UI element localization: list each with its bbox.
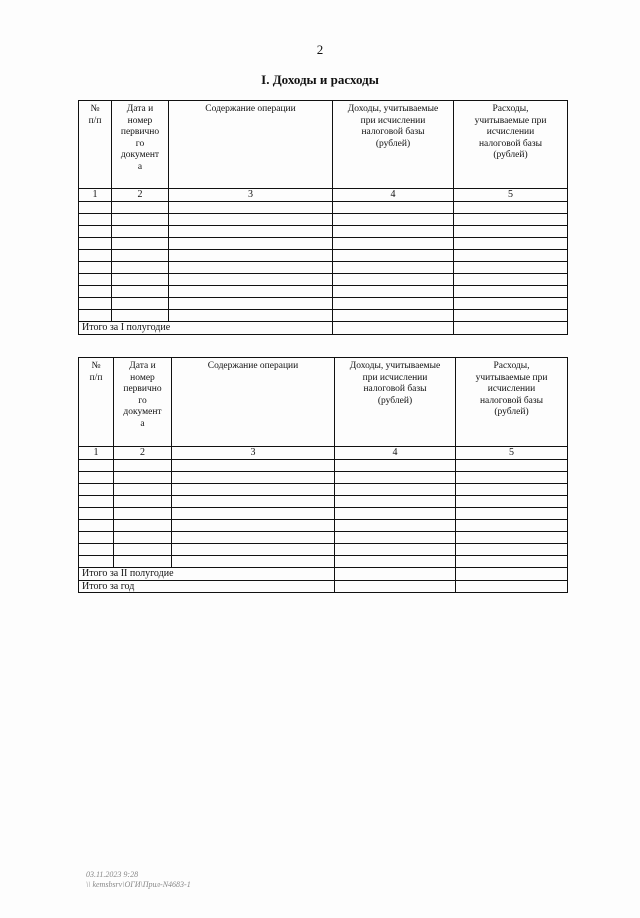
table-row xyxy=(79,520,568,532)
table-cell xyxy=(169,286,333,298)
column-number-4: 4 xyxy=(333,189,454,202)
summary-value-cell xyxy=(456,580,568,593)
table-row xyxy=(79,274,568,286)
page-number: 2 xyxy=(316,42,324,57)
print-stamp-path: \\ kemsbsrv\ОГИ\Прил-N4683-1 xyxy=(86,880,191,889)
table-row xyxy=(79,544,568,556)
table-cell xyxy=(79,544,114,556)
table-cell xyxy=(114,508,172,520)
summary-row xyxy=(79,568,568,581)
table-cell xyxy=(454,274,568,286)
table-cell xyxy=(454,298,568,310)
table-cell xyxy=(454,286,568,298)
table-row xyxy=(79,508,568,520)
table-row xyxy=(79,250,568,262)
table-cell xyxy=(335,496,456,508)
table-cell xyxy=(79,250,112,262)
table-cell xyxy=(79,262,112,274)
table-cell xyxy=(169,262,333,274)
table-cell xyxy=(335,460,456,472)
table-cell xyxy=(112,310,169,322)
table-cell xyxy=(333,238,454,250)
table-cell xyxy=(112,298,169,310)
header-income: Доходы, учитываемые при исчислении налоговой базы (рублей) xyxy=(335,358,456,447)
table-cell xyxy=(454,238,568,250)
table-row xyxy=(79,460,568,472)
table-cell xyxy=(79,274,112,286)
summary-row xyxy=(79,322,568,335)
table-cell xyxy=(169,274,333,286)
table-cell xyxy=(172,532,335,544)
table-cell xyxy=(79,214,112,226)
table-cell xyxy=(456,544,568,556)
table-cell xyxy=(79,508,114,520)
table-cell xyxy=(169,238,333,250)
table-cell xyxy=(333,274,454,286)
table-cell xyxy=(79,520,114,532)
table-cell xyxy=(114,520,172,532)
table-cell xyxy=(335,544,456,556)
income-expense-table-second-half xyxy=(78,357,568,593)
table-cell xyxy=(335,472,456,484)
table-cell xyxy=(172,508,335,520)
column-number-1: 1 xyxy=(79,447,114,460)
table-cell xyxy=(114,496,172,508)
table-cell xyxy=(169,298,333,310)
summary-label: Итого за II полугодие xyxy=(79,568,335,581)
table-row xyxy=(79,298,568,310)
table-cell xyxy=(79,460,114,472)
table-cell xyxy=(169,310,333,322)
table-cell xyxy=(333,298,454,310)
table-row xyxy=(79,532,568,544)
table-cell xyxy=(112,202,169,214)
table-cell xyxy=(114,484,172,496)
table-cell xyxy=(335,556,456,568)
summary-value-cell xyxy=(456,568,568,581)
table-cell xyxy=(456,484,568,496)
table-cell xyxy=(454,214,568,226)
table-cell xyxy=(169,250,333,262)
table-cell xyxy=(169,202,333,214)
table-cell xyxy=(335,484,456,496)
summary-label: Итого за I полугодие xyxy=(79,322,333,335)
print-stamp xyxy=(86,870,191,890)
table-row xyxy=(79,484,568,496)
header-operation: Содержание операции xyxy=(172,358,335,447)
table-cell xyxy=(114,460,172,472)
table-cell xyxy=(112,214,169,226)
column-number-5: 5 xyxy=(456,447,568,460)
table-cell xyxy=(333,250,454,262)
header-number: № п/п xyxy=(79,101,112,189)
table-cell xyxy=(172,556,335,568)
table-row xyxy=(79,238,568,250)
table-cell xyxy=(172,520,335,532)
section-title: I. Доходы и расходы xyxy=(261,72,379,87)
table-cell xyxy=(172,484,335,496)
table-cell xyxy=(333,262,454,274)
table-cell xyxy=(454,202,568,214)
column-number-2: 2 xyxy=(114,447,172,460)
table-cell xyxy=(112,286,169,298)
table-cell xyxy=(454,226,568,238)
table-cell xyxy=(456,508,568,520)
income-expense-table-first-half xyxy=(78,100,568,335)
table-cell xyxy=(333,202,454,214)
summary-value-cell xyxy=(335,580,456,593)
table-cell xyxy=(172,544,335,556)
table-cell xyxy=(333,310,454,322)
column-number-4: 4 xyxy=(335,447,456,460)
table-cell xyxy=(456,496,568,508)
table-cell xyxy=(454,262,568,274)
table-cell xyxy=(169,214,333,226)
column-number-2: 2 xyxy=(112,189,169,202)
header-date-document: Дата и номер первично го документ а xyxy=(114,358,172,447)
table-cell xyxy=(79,202,112,214)
table-cell xyxy=(114,472,172,484)
summary-label: Итого за год xyxy=(79,580,335,593)
table-cell xyxy=(79,310,112,322)
table-cell xyxy=(79,298,112,310)
table-row xyxy=(79,310,568,322)
summary-value-cell xyxy=(333,322,454,335)
table-cell xyxy=(172,496,335,508)
table-cell xyxy=(112,274,169,286)
header-expenses: Расходы, учитываемые при исчислении налоговой базы (рублей) xyxy=(454,101,568,189)
table-cell xyxy=(456,520,568,532)
summary-value-cell xyxy=(454,322,568,335)
table-cell xyxy=(114,556,172,568)
table-row xyxy=(79,556,568,568)
table-row xyxy=(79,262,568,274)
table-cell xyxy=(79,238,112,250)
header-income: Доходы, учитываемые при исчислении налоговой базы (рублей) xyxy=(333,101,454,189)
column-number-5: 5 xyxy=(454,189,568,202)
table-cell xyxy=(112,226,169,238)
table-cell xyxy=(169,226,333,238)
table-row xyxy=(79,202,568,214)
table-cell xyxy=(456,460,568,472)
table-row xyxy=(79,472,568,484)
table-cell xyxy=(335,520,456,532)
table-cell xyxy=(172,472,335,484)
table-cell xyxy=(79,484,114,496)
table-cell xyxy=(335,508,456,520)
table-cell xyxy=(112,250,169,262)
table-cell xyxy=(114,532,172,544)
table-cell xyxy=(79,496,114,508)
header-date-document: Дата и номер первично го документ а xyxy=(112,101,169,189)
column-number-3: 3 xyxy=(172,447,335,460)
table-cell xyxy=(333,226,454,238)
table-cell xyxy=(456,532,568,544)
table-cell xyxy=(454,310,568,322)
table-row xyxy=(79,496,568,508)
table-cell xyxy=(454,250,568,262)
table-cell xyxy=(112,238,169,250)
table-row xyxy=(79,226,568,238)
header-number: № п/п xyxy=(79,358,114,447)
table-cell xyxy=(335,532,456,544)
table-cell xyxy=(456,472,568,484)
table-cell xyxy=(333,286,454,298)
table-row xyxy=(79,214,568,226)
table-cell xyxy=(172,460,335,472)
table-row xyxy=(79,286,568,298)
table-cell xyxy=(456,556,568,568)
column-number-1: 1 xyxy=(79,189,112,202)
summary-value-cell xyxy=(335,568,456,581)
summary-row xyxy=(79,580,568,593)
table-cell xyxy=(79,286,112,298)
table-cell xyxy=(112,262,169,274)
header-operation: Содержание операции xyxy=(169,101,333,189)
table-cell xyxy=(79,226,112,238)
table-cell xyxy=(79,556,114,568)
column-number-3: 3 xyxy=(169,189,333,202)
print-stamp-date: 03.11.2023 9:28 xyxy=(86,870,139,879)
header-expenses: Расходы, учитываемые при исчислении налоговой базы (рублей) xyxy=(456,358,568,447)
table-cell xyxy=(114,544,172,556)
table-cell xyxy=(79,532,114,544)
table-cell xyxy=(333,214,454,226)
table-cell xyxy=(79,472,114,484)
